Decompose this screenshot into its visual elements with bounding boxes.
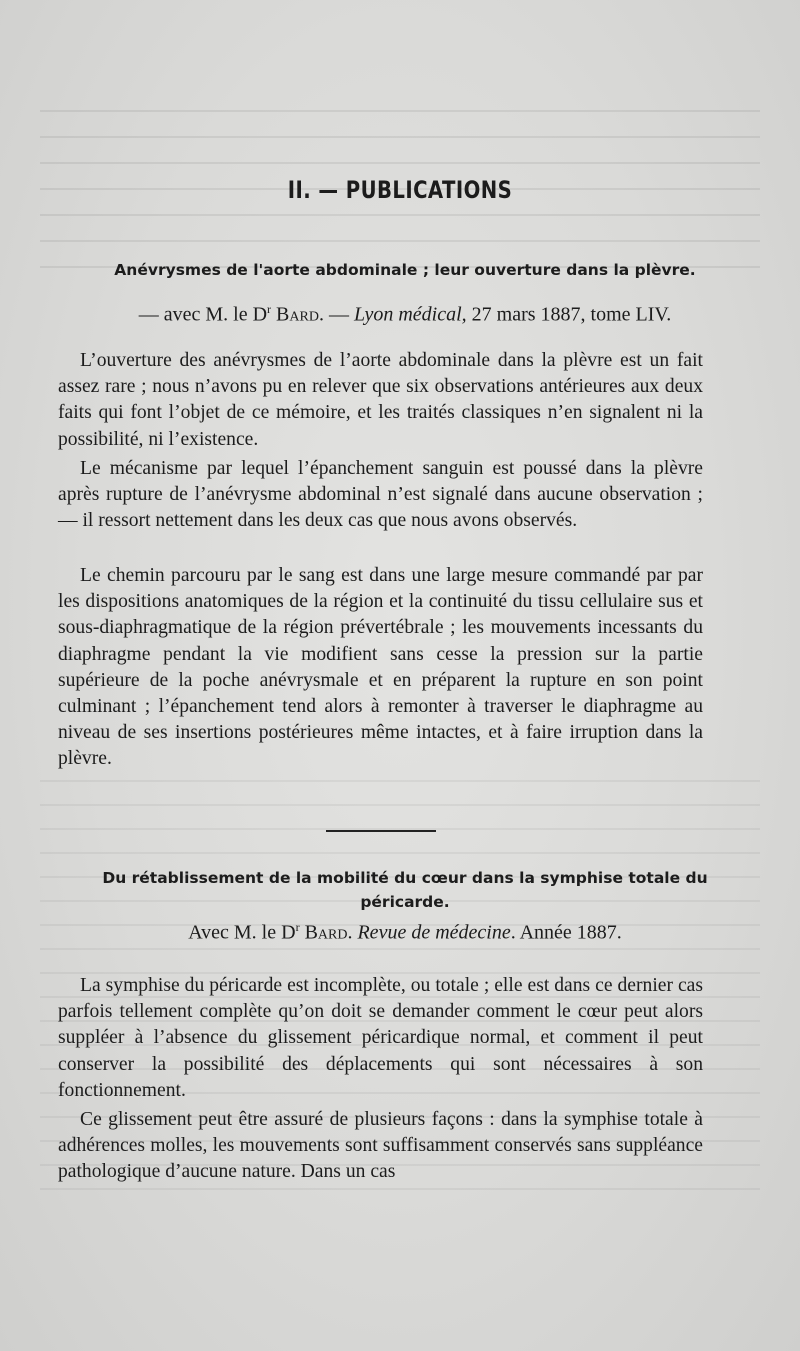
paragraph: L’ouverture des anévrysmes de l’aorte abdominale dans la plèvre est un fait assez rare ; nous n’avons pu en relever que six observations antérieures aux deux faits qui font l’objet de ce mémoire, et les traités classiques n’en signalent ni la possibilité, ni l’existence. [58, 350, 703, 450]
section-divider [326, 830, 436, 832]
article-title: Anévrysmes de l'aorte abdominale ; leur ouverture dans la plèvre. [114, 261, 696, 279]
article-byline: Avec M. le $D^r$ Bard. Revue de médecine. Année 1887. [188, 920, 622, 944]
article-title: Du rétablissement de la mobilité du cœur dans la symphise totale du péricarde. [102, 869, 708, 911]
paragraph: Le chemin parcouru par le sang est dans une large mesure commandé par par les dispositions anatomiques de la région et la continuité du tissu cellulaire sus et sous-diaphragmatique de la région prévertébrale ; les mouvements incessants du diaphragme pendant la vie modifient sans cesse la pression sur la partie supérieure de la poche anévrysmale et en préparent la rupture en son point culminant ; l’épanchement tend alors à remonter à traverser le diaphragme au niveau de ses insertions postérieures même intactes, et à faire irruption dans la plèvre. [58, 565, 703, 770]
article-byline: — avec M. le $D^r$ Bard. — Lyon médical, 27 mars 1887, tome LIV. [138, 302, 672, 326]
paragraph: Ce glissement peut être assuré de plusieurs façons : dans la symphise totale à adhérences molles, les mouvements sont suffisamment conservés sans suppléance pathologique d’aucune nature. Dans un cas [58, 1109, 703, 1183]
journal-name: Revue de médecine [357, 921, 511, 944]
journal-name: Lyon médical, [353, 303, 467, 326]
section-heading: II. — PUBLICATIONS [287, 176, 513, 204]
author-name: Bard [304, 921, 348, 944]
author-name: Bard [276, 303, 319, 326]
paragraph: La symphise du péricarde est incomplète, ou totale ; elle est dans ce dernier cas parfois tellement complète qu’on doit se demander comment le cœur peut alors suppléer à l’absence du glissement péricardique normal, et comment il peut conserver la possibilité des déplacements qui sont nécessaires à son fonctionnement. [58, 975, 703, 1101]
paragraph: Le mécanisme par lequel l’épanchement sanguin est poussé dans la plèvre après rupture de l’anévrysme abdominal n’est signalé dans aucune observation ; — il ressort nettement dans les deux cas que nous avons observés. [58, 458, 703, 532]
